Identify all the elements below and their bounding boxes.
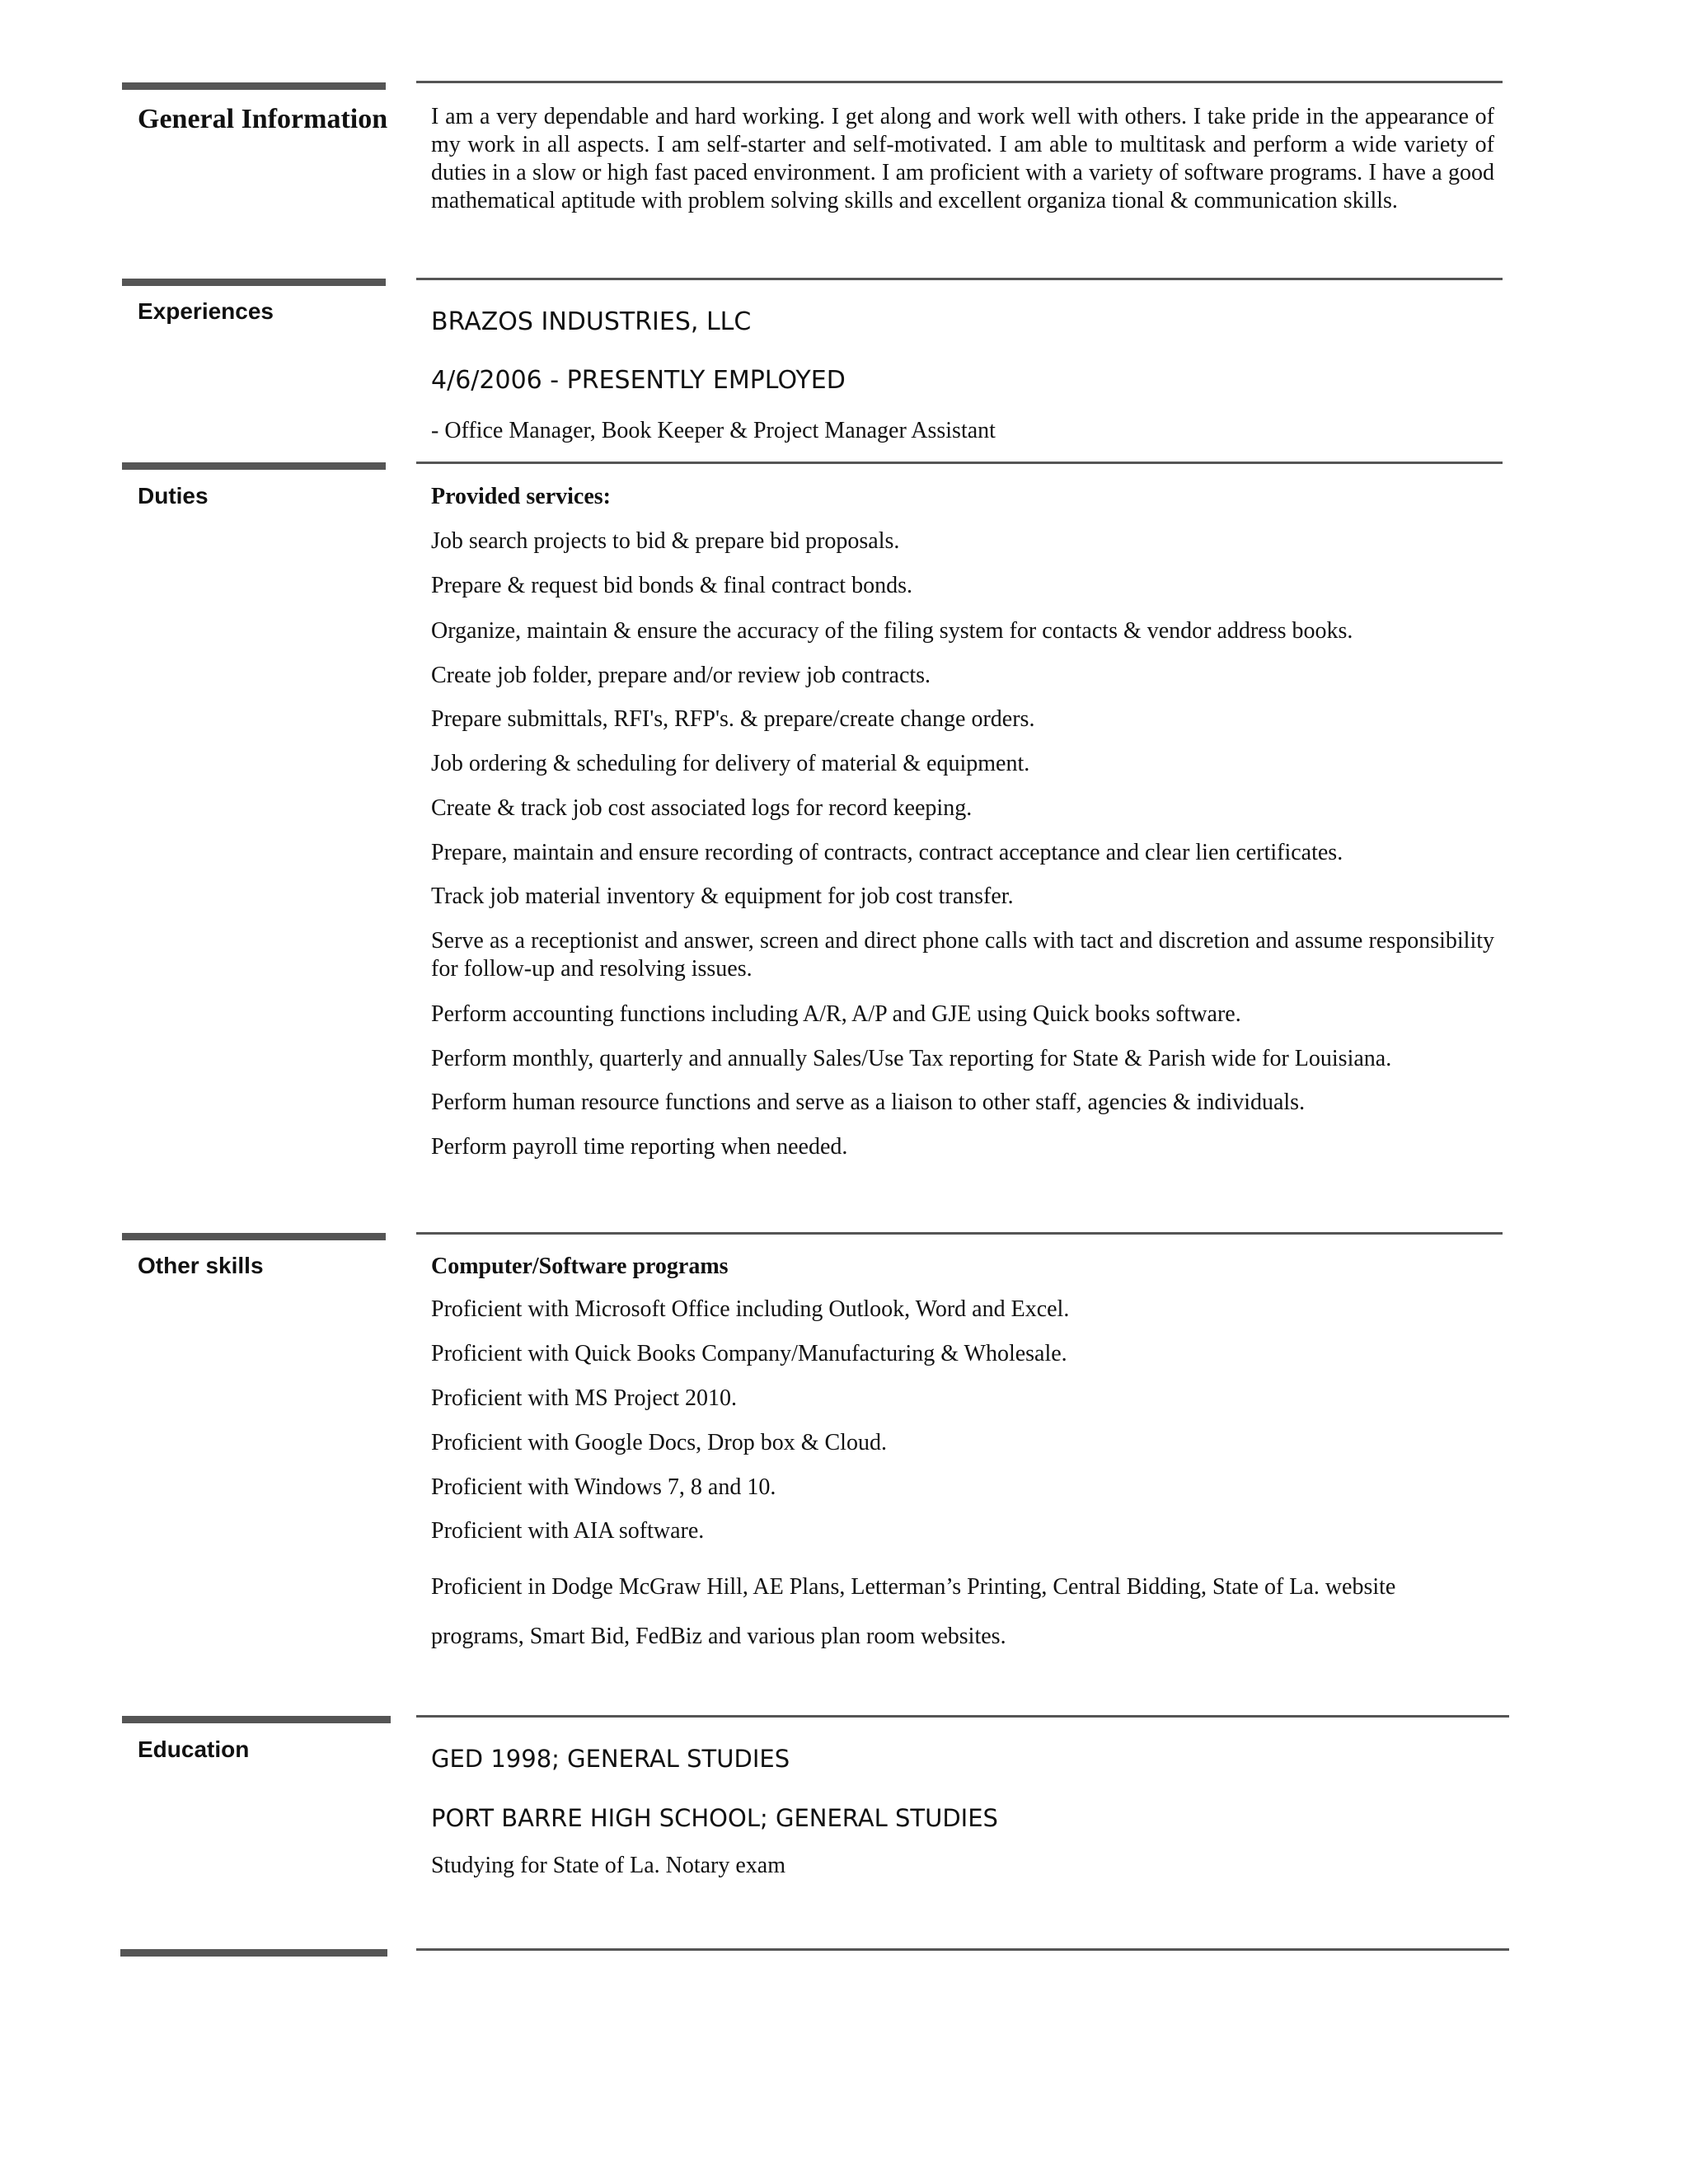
section-rule-right — [416, 1715, 1509, 1718]
section-rule-right — [416, 278, 1503, 280]
education-item: GED 1998; GENERAL STUDIES — [431, 1745, 790, 1773]
duty-item: Job ordering & scheduling for delivery of material & equipment. — [431, 751, 1030, 776]
employment-dates: 4/6/2006 - PRESENTLY EMPLOYED — [431, 366, 846, 395]
section-rule-left — [120, 1949, 387, 1957]
duty-item: Organize, maintain & ensure the accuracy of the filing system for contacts & vendor address books. — [431, 618, 1353, 644]
education-heading: Education — [138, 1736, 250, 1762]
skill-item: Proficient in Dodge McGraw Hill, AE Plans, Letterman’s Printing, Central Bidding, State of La. website — [431, 1574, 1396, 1600]
job-role: - Office Manager, Book Keeper & Project Manager Assistant — [431, 418, 996, 443]
duty-item: Create & track job cost associated logs for record keeping. — [431, 795, 973, 821]
education-item: PORT BARRE HIGH SCHOOL; GENERAL STUDIES — [431, 1804, 998, 1832]
duties-heading: Duties — [138, 483, 209, 509]
skill-item: programs, Smart Bid, FedBiz and various plan room websites. — [431, 1624, 1006, 1649]
general-information-text: I am a very dependable and hard working. I get along and work well with others. I take pride in the appearance of my work in all aspects. I am self-starter and self-motivated. I am able to multitask and perform a wide variety of duties in a slow or high fast paced environment. I am proficient with a variety of software programs. I have a good mathematical aptitude with problem solving skills and excellent organiza tional & communication skills. — [431, 104, 1494, 213]
skill-item: Proficient with Google Docs, Drop box & Cloud. — [431, 1430, 887, 1455]
duty-item: Perform payroll time reporting when needed. — [431, 1134, 848, 1160]
section-rule-right — [416, 1948, 1509, 1951]
skill-item: Proficient with Microsoft Office including Outlook, Word and Excel. — [431, 1296, 1070, 1322]
duty-item: Prepare, maintain and ensure recording of contracts, contract acceptance and clear lien certificates. — [431, 840, 1343, 865]
duty-item: Serve as a receptionist and answer, screen and direct phone calls with tact and discretion and assume responsibility for follow-up and resolving issues. — [431, 928, 1494, 982]
skill-item: Proficient with Quick Books Company/Manufacturing & Wholesale. — [431, 1341, 1067, 1366]
duty-item: Perform monthly, quarterly and annually Sales/Use Tax reporting for State & Parish wide for Louisiana. — [431, 1046, 1392, 1071]
education-item: Studying for State of La. Notary exam — [431, 1853, 786, 1878]
duty-item: Job search projects to bid & prepare bid proposals. — [431, 528, 900, 554]
duties-subheading: Provided services: — [431, 484, 611, 509]
duty-item: Perform accounting functions including A/R, A/P and GJE using Quick books software. — [431, 1001, 1241, 1027]
section-rule-right — [416, 81, 1503, 83]
company-name: BRAZOS INDUSTRIES, LLC — [431, 307, 752, 336]
duty-item: Prepare & request bid bonds & final contract bonds. — [431, 573, 912, 598]
section-rule-right — [416, 1232, 1503, 1235]
experiences-heading: Experiences — [138, 298, 274, 324]
section-rule-left — [122, 82, 386, 90]
skill-item: Proficient with MS Project 2010. — [431, 1385, 737, 1411]
duty-item: Create job folder, prepare and/or review job contracts. — [431, 663, 931, 688]
section-rule-left — [122, 462, 386, 470]
duty-item: Perform human resource functions and serve as a liaison to other staff, agencies & individuals. — [431, 1090, 1306, 1115]
duty-item: Prepare submittals, RFI's, RFP's. & prepare/create change orders. — [431, 706, 1035, 732]
section-rule-left — [122, 279, 386, 286]
duty-item: Track job material inventory & equipment for job cost transfer. — [431, 883, 1014, 909]
general-information-heading: General Information — [138, 104, 388, 134]
section-rule-right — [416, 462, 1503, 464]
section-rule-left — [122, 1233, 386, 1240]
other-skills-heading: Other skills — [138, 1253, 264, 1278]
section-rule-left — [122, 1716, 391, 1723]
skill-item: Proficient with AIA software. — [431, 1518, 705, 1544]
skills-subheading: Computer/Software programs — [431, 1254, 729, 1279]
skill-item: Proficient with Windows 7, 8 and 10. — [431, 1474, 776, 1500]
